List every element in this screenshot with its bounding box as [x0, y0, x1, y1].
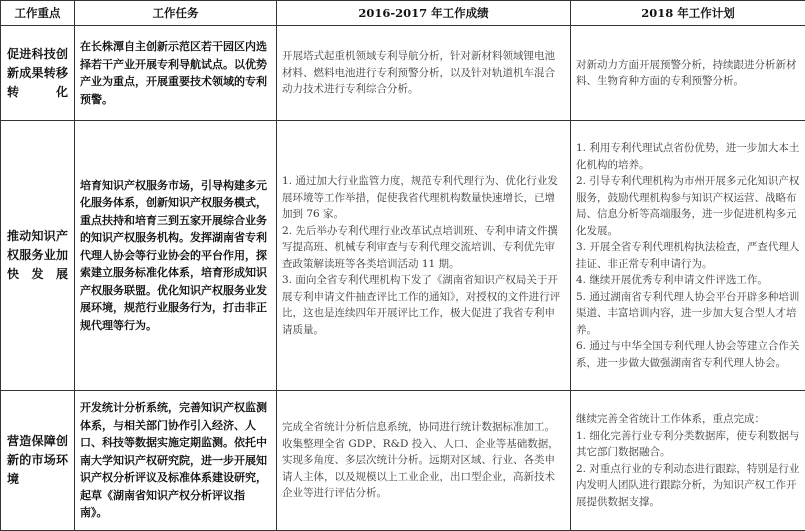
table-row — [1, 121, 805, 391]
header-plan: 2018 年工作计划 — [571, 1, 805, 26]
result-line: 3. 面向全省专利代理机构下发了《湖南省知识产权局关于开展专利申请文件抽查评比工作的通知》，对授权的文件进行评比，这也是连续四年开展评比工作，极大促进了我省专利申请质量。 — [282, 272, 565, 338]
row-task: 开发统计分析系统，完善知识产权监测体系，与相关部门协作引入经济、人口、科技等数据实施定期监测。依托中南大学知识产权研究院，进一步开展知识产权分析评议及标准体系建设研究，起草《湖南省知识产权分析评议指南》。 — [75, 391, 277, 531]
row-task: 培育知识产权服务市场，引导构建多元化服务体系，创新知识产权服务模式，重点扶持和培育三到五家开展综合业务的知识产权服务机构。发挥湖南省专利代理人协会等行业协会的平台作用，探索建立服务标准化体系，培育形成知识产权服务联盟。优化知识产权服务业发展环境，规范行业服务行为，打击非正规代理等行为。 — [75, 121, 277, 391]
table-header-row — [1, 1, 805, 26]
header-focus: 工作重点 — [1, 1, 75, 26]
plan-line: 4. 继续开展优秀专利申请文件评选工作。 — [576, 272, 800, 289]
result-line: 2. 先后举办专利代理行业改革试点培训班、专利申请文件撰写提高班、机械专利审查与专利代理交流培训、专利优先审查政策解读班等各类培训活动 11 期。 — [282, 223, 565, 273]
row-plan — [571, 121, 805, 391]
row-plan — [571, 26, 805, 121]
header-task: 工作任务 — [75, 1, 277, 26]
table-row — [1, 26, 805, 121]
plan-line: 1. 利用专利代理试点省份优势，进一步加大本土化机构的培养。 — [576, 140, 800, 173]
table-row — [1, 391, 805, 531]
header-result: 2016-2017 年工作成绩 — [277, 1, 571, 26]
row-task: 在长株潭自主创新示范区若干园区内选择若干产业开展专利导航试点。以优势产业为重点，开展重要技术领域的专利预警。 — [75, 26, 277, 121]
row-focus: 促进科技创新成果转移转化 — [1, 26, 75, 121]
row-plan — [571, 391, 805, 531]
row-focus: 推动知识产权服务业加快发展 — [1, 121, 75, 391]
plan-line: 5. 通过湖南省专利代理人协会平台开辟多种培训渠道、丰富培训内容，进一步加大复合型人才培养。 — [576, 289, 800, 339]
plan-line: 6. 通过与中华全国专利代理人协会等建立合作关系，进一步做大做强湖南省专利代理人协会。 — [576, 338, 800, 371]
row-focus: 营造保障创新的市场环境 — [1, 391, 75, 531]
plan-line: 1. 细化完善行业专利分类数据库，使专利数据与其它部门数据融合。 — [576, 428, 800, 461]
plan-line: 2. 引导专利代理机构为市州开展多元化知识产权服务，鼓励代理机构参与知识产权运营、战略布局、信息分析等高端服务，进一步促进机构多元化发展。 — [576, 173, 800, 239]
result-paragraph — [282, 173, 565, 338]
row-result — [277, 121, 571, 391]
row-result: 开展塔式起重机领域专利导航分析，针对新材料领域锂电池材料、燃料电池进行专利预警分析，以及针对轨道机车混合动力技术进行专利综合分析。 — [277, 26, 571, 121]
result-line: 1. 通过加大行业监管力度，规范专利代理行为、优化行业发展环境等工作举措，促使我省代理机构数量快速增长，已增加到 76 家。 — [282, 173, 565, 223]
plan-line: 3. 开展全省专利代理机构执法检查，严查代理人挂证、非正常专利申请行为。 — [576, 239, 800, 272]
row-result: 完成全省统计分析信息系统，协同进行统计数据标准加工。收集整理全省 GDP、R&D 投入、人口、企业等基础数据，实现多角度、多层次统计分析。远期对区域、行业、各类申请人主体，以及规模以上工业企业，出口型企业，高新技术企业等进行评估分析。 — [277, 391, 571, 531]
plan-line: 2. 对重点行业的专利动态进行跟踪，特别是行业内发明人团队进行跟踪分析，为知识产权工作开展提供数据支撑。 — [576, 461, 800, 511]
plan-line: 对新动力方面开展预警分析，持续跟进分析新材料、生物育种方面的专利预警分析。 — [576, 57, 800, 90]
plan-line: 继续完善全省统计工作体系，重点完成： — [576, 411, 800, 428]
